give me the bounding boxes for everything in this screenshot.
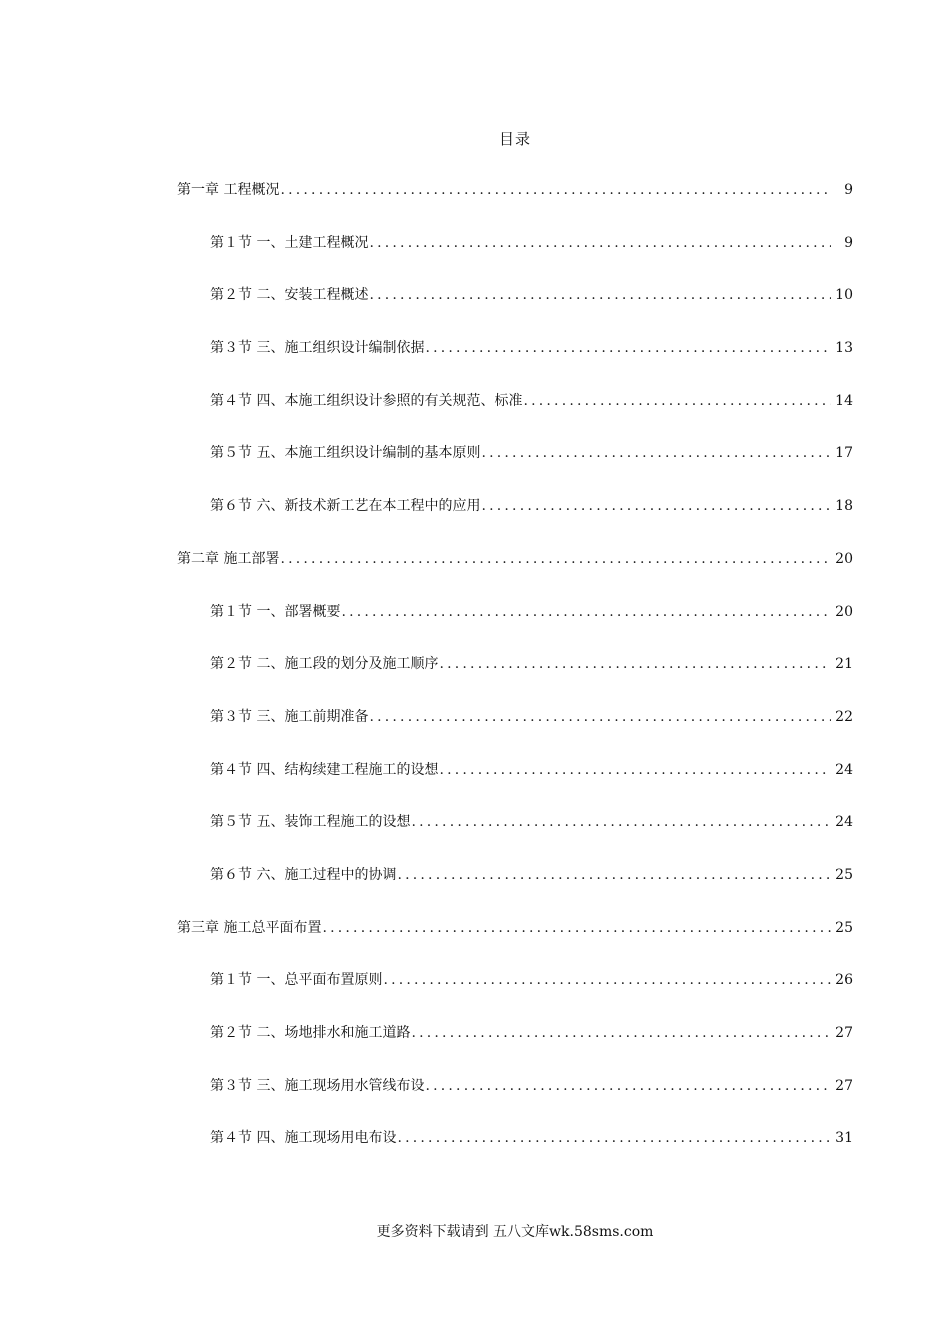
toc-section-entry[interactable] bbox=[0, 808, 950, 861]
toc-page-number: 24 bbox=[835, 761, 853, 778]
toc-page-number: 9 bbox=[844, 182, 853, 198]
toc-entry-label: 第３节 三、施工现场用水管线布设 bbox=[210, 1077, 425, 1094]
toc-entry-label: 第６节 六、新技术新工艺在本工程中的应用 bbox=[210, 498, 481, 515]
toc-page-number: 24 bbox=[835, 814, 853, 831]
toc-page-number: 18 bbox=[835, 498, 853, 515]
toc-dot-leader bbox=[280, 545, 831, 573]
toc-page-number: 25 bbox=[835, 866, 853, 883]
toc-dot-leader bbox=[383, 966, 831, 994]
toc-entry-label: 第２节 二、场地排水和施工道路 bbox=[210, 1025, 411, 1041]
toc-section-entry[interactable] bbox=[0, 650, 950, 703]
toc-entry-label: 第６节 六、施工过程中的协调 bbox=[210, 866, 397, 883]
toc-entry-label: 第３节 三、施工前期准备 bbox=[210, 708, 369, 725]
toc-section-entry[interactable] bbox=[0, 703, 950, 756]
toc-page-number: 14 bbox=[835, 392, 853, 409]
toc-entry-label: 第４节 四、本施工组织设计参照的有关规范、标准 bbox=[210, 392, 523, 409]
toc-entry-label: 第１节 一、部署概要 bbox=[210, 603, 341, 620]
toc-dot-leader bbox=[439, 756, 831, 784]
toc-dot-leader bbox=[369, 703, 831, 731]
toc-section-entry[interactable] bbox=[0, 861, 950, 914]
toc-dot-leader bbox=[322, 914, 831, 942]
toc-entry-label: 第一章 工程概况 bbox=[177, 182, 280, 198]
toc-section-entry[interactable] bbox=[0, 387, 950, 440]
toc-title: 目录 bbox=[498, 130, 531, 148]
toc-section-entry[interactable] bbox=[0, 1019, 950, 1072]
toc-dot-leader bbox=[341, 598, 831, 626]
toc-entry-label: 第３节 三、施工组织设计编制依据 bbox=[210, 340, 425, 357]
toc-page-number: 9 bbox=[844, 234, 853, 251]
toc-page-number: 20 bbox=[835, 603, 853, 620]
toc-section-entry[interactable] bbox=[0, 966, 950, 1019]
toc-dot-leader bbox=[481, 492, 831, 520]
toc-dot-leader bbox=[369, 229, 831, 257]
toc-entry-label: 第１节 一、总平面布置原则 bbox=[210, 972, 383, 989]
table-of-contents bbox=[0, 176, 950, 1177]
toc-chapter-entry[interactable] bbox=[0, 914, 950, 967]
toc-page-number: 27 bbox=[835, 1077, 853, 1094]
toc-section-entry[interactable] bbox=[0, 281, 950, 334]
toc-dot-leader bbox=[411, 1019, 831, 1047]
toc-section-entry[interactable] bbox=[0, 598, 950, 651]
toc-entry-label: 第二章 施工部署 bbox=[177, 550, 280, 567]
toc-entry-label: 第５节 五、装饰工程施工的设想 bbox=[210, 814, 411, 831]
toc-dot-leader bbox=[425, 334, 831, 362]
toc-section-entry[interactable] bbox=[0, 492, 950, 545]
toc-page-number: 25 bbox=[835, 919, 853, 936]
toc-page-number: 17 bbox=[835, 445, 853, 462]
toc-dot-leader bbox=[397, 1124, 831, 1152]
toc-entry-label: 第４节 四、结构续建工程施工的设想 bbox=[210, 761, 439, 778]
toc-chapter-entry[interactable] bbox=[0, 176, 950, 229]
toc-dot-leader bbox=[411, 808, 831, 836]
toc-section-entry[interactable] bbox=[0, 756, 950, 809]
toc-section-entry[interactable] bbox=[0, 334, 950, 387]
toc-dot-leader bbox=[523, 387, 831, 415]
toc-page-number: 10 bbox=[835, 287, 853, 304]
toc-page-number: 13 bbox=[835, 340, 853, 357]
toc-section-entry[interactable] bbox=[0, 1072, 950, 1125]
toc-dot-leader bbox=[439, 650, 831, 678]
toc-entry-label: 第４节 四、施工现场用电布设 bbox=[210, 1130, 397, 1147]
toc-entry-label: 第１节 一、土建工程概况 bbox=[210, 234, 369, 251]
toc-section-entry[interactable] bbox=[0, 439, 950, 492]
toc-page-number: 27 bbox=[835, 1025, 853, 1041]
toc-section-entry[interactable] bbox=[0, 1124, 950, 1177]
toc-page-number: 21 bbox=[835, 656, 853, 673]
toc-entry-label: 第三章 施工总平面布置 bbox=[177, 919, 322, 936]
toc-entry-label: 第２节 二、安装工程概述 bbox=[210, 287, 369, 304]
toc-dot-leader bbox=[397, 861, 831, 889]
toc-page-number: 26 bbox=[835, 972, 853, 989]
toc-dot-leader bbox=[481, 439, 831, 467]
page-footer: 更多资料下载请到 五八文库wk.58sms.com bbox=[376, 1224, 654, 1240]
toc-entry-label: 第２节 二、施工段的划分及施工顺序 bbox=[210, 656, 439, 673]
toc-dot-leader bbox=[280, 176, 831, 204]
toc-entry-label: 第５节 五、本施工组织设计编制的基本原则 bbox=[210, 445, 481, 462]
toc-dot-leader bbox=[425, 1072, 831, 1100]
toc-page-number: 22 bbox=[835, 708, 853, 725]
toc-page-number: 31 bbox=[835, 1130, 853, 1147]
toc-dot-leader bbox=[369, 281, 831, 309]
toc-section-entry[interactable] bbox=[0, 229, 950, 282]
toc-chapter-entry[interactable] bbox=[0, 545, 950, 598]
toc-page-number: 20 bbox=[835, 550, 853, 567]
